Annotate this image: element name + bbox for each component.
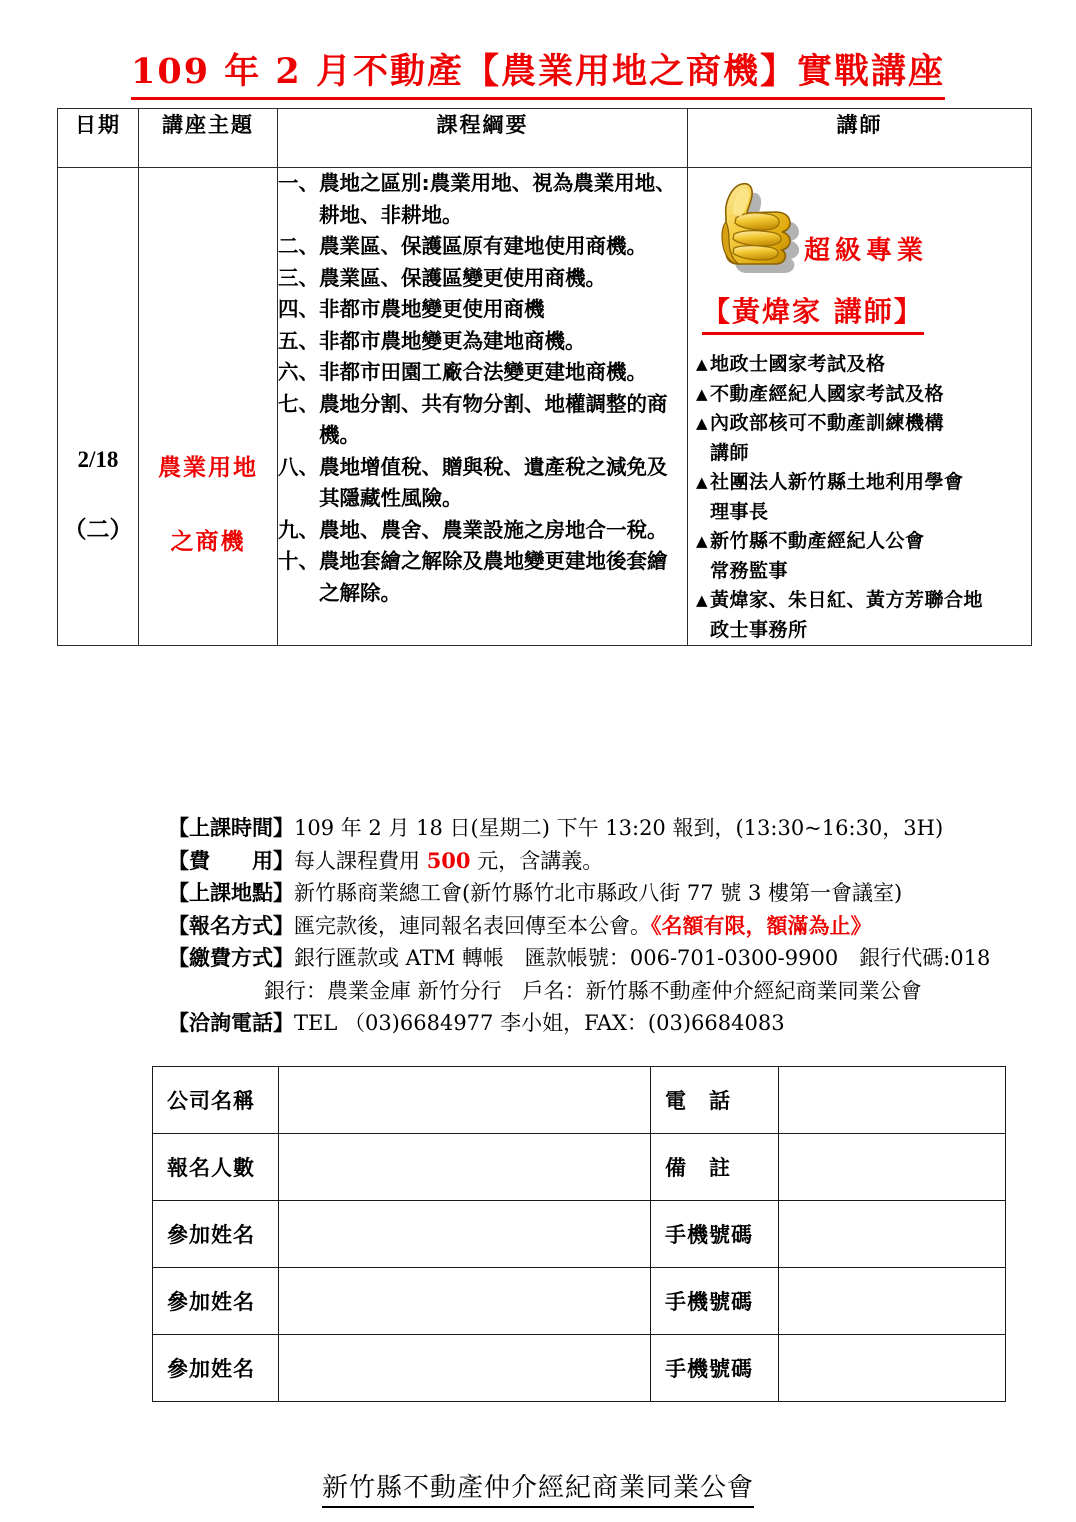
outline-item-number: 四、 [278,297,319,321]
cell-teacher [688,168,1032,646]
outline-list [278,168,687,609]
outline-item-text: 農業區、保護區變更使用商機。 [319,265,606,290]
cell-topic [139,168,278,646]
info-label-fee: 【費 用】 [168,847,294,873]
credential-text: 不動產經紀人國家考試及格 [710,382,945,405]
triangle-bullet-icon: ▲ [696,384,709,403]
info-label-signup: 【報名方式】 [168,912,294,938]
credential-item [696,527,1025,557]
credential-item [696,380,1025,410]
registration-row [153,1335,1006,1402]
registration-label-left: 參加姓名 [153,1201,279,1268]
footer-organization: 新竹縣不動產仲介經紀商業同業公會 [322,1467,754,1508]
registration-label-left: 報名人數 [153,1134,279,1201]
registration-label-right: 手機號碼 [651,1335,779,1402]
seminar-table [57,108,1032,646]
outline-item-number: 三、 [278,265,319,290]
outline-item [278,389,687,452]
registration-row [153,1067,1006,1134]
registration-field-left[interactable] [279,1134,651,1201]
info-block [168,812,1048,1040]
info-line-payment-2 [168,975,1048,1008]
triangle-bullet-icon: ▲ [696,414,709,432]
info-line-payment [168,942,1048,975]
credential-item [696,409,1025,439]
credential-text: 理事長 [710,500,769,523]
badge-super-professional: 超級專業 [804,236,929,266]
credential-item [696,468,1025,498]
topic-line-2: 之商機 [170,528,246,555]
info-line-signup [168,910,1048,943]
credential-text: 社團法人新竹縣土地利用學會 [710,471,964,493]
outline-item [278,546,687,609]
outline-item-number: 二、 [278,234,319,258]
outline-item [278,357,687,389]
outline-item [278,326,687,358]
header-teacher: 講師 [688,109,1032,168]
info-label-place: 【上課地點】 [168,880,294,905]
info-value-place: 新竹縣商業總工會(新竹縣竹北市縣政八街 77 號 3 樓第一會議室) [294,881,903,905]
registration-row [153,1134,1006,1201]
info-value-fee-pre: 每人課程費用 [294,848,427,873]
credential-item [696,498,1025,528]
credential-text: 政士事務所 [710,618,808,641]
cell-outline [278,168,688,646]
outline-item [278,263,687,295]
registration-field-right[interactable] [779,1268,1006,1335]
registration-field-left[interactable] [279,1268,651,1335]
registration-field-right[interactable] [779,1201,1006,1268]
header-topic: 講座主題 [139,109,278,168]
triangle-bullet-icon: ▲ [696,473,709,491]
outline-item-text: 非都市田園工廠合法變更建地商機。 [319,360,647,384]
header-date: 日期 [58,109,139,168]
registration-table [152,1066,1006,1402]
info-value-time: 109 年 2 月 18 日(星期二) 下午 13:20 報到，(13:30~16:30，3H) [294,816,944,840]
registration-field-left[interactable] [279,1335,651,1402]
registration-field-right[interactable] [779,1067,1006,1134]
outline-item-text: 農業區、保護區原有建地使用商機。 [319,234,647,258]
info-label-payment: 【繳費方式】 [168,945,294,970]
info-line-time [168,812,1048,845]
info-value-fee-post: 元，含講義。 [470,848,604,873]
registration-row [153,1268,1006,1335]
outline-item-number: 八、 [278,454,319,479]
outline-item-text: 農地分割、共有物分割、地權調整的商機。 [319,391,668,447]
footer [0,1467,1076,1508]
credential-text: 黃煒家、朱日紅、黃方芳聯合地 [710,589,984,611]
teacher-name: 【黃煒家 講師】 [702,290,924,335]
registration-label-left: 參加姓名 [153,1268,279,1335]
registration-label-right: 手機號碼 [651,1268,779,1335]
info-line-contact [168,1007,1048,1040]
credential-text: 常務監事 [710,559,789,582]
thumbs-up-icon [706,178,810,274]
outline-item-number: 六、 [278,360,319,384]
credential-item [696,616,1025,646]
outline-item [278,168,687,231]
header-outline: 課程綱要 [278,109,688,168]
info-value-signup: 匯完款後，連同報名表回傳至本公會。 [294,913,651,938]
outline-item-number: 九、 [278,517,319,542]
registration-label-right: 備 註 [651,1134,779,1201]
outline-item-number: 五、 [278,328,319,353]
outline-item-text: 農地、農舍、農業設施之房地合一稅。 [319,517,668,542]
info-value-payment-2: 銀行：農業金庫 新竹分行 戶名：新竹縣不動產仲介經紀商業同業公會 [264,978,922,1003]
outline-item [278,231,687,263]
registration-row [153,1201,1006,1268]
cell-date [58,168,139,646]
registration-label-right: 手機號碼 [651,1201,779,1268]
credential-text: 新竹縣不動產經紀人公會 [710,530,925,552]
triangle-bullet-icon: ▲ [696,532,709,550]
table-row [58,168,1032,646]
info-value-signup-note: 《名額有限，額滿為止》 [651,912,872,938]
credential-item [696,439,1025,469]
credential-item [696,586,1025,616]
table-header-row [58,109,1032,168]
triangle-bullet-icon: ▲ [696,591,709,609]
registration-body [153,1067,1006,1402]
triangle-bullet-icon: ▲ [696,355,709,373]
info-value-payment: 銀行匯款或 ATM 轉帳 匯款帳號：006-701-0300-9900 銀行代碼:018 [294,946,991,970]
info-value-fee-amount: 500 [426,847,471,873]
outline-item-text: 非都市農地變更為建地商機。 [319,328,586,353]
registration-field-left[interactable] [279,1067,651,1134]
outline-item [278,294,687,326]
info-line-fee [168,845,1048,878]
info-line-place [168,877,1048,910]
outline-item [278,515,687,547]
registration-field-left[interactable] [279,1201,651,1268]
outline-item-text: 農地增值稅、贈與稅、遺產稅之減免及其隱藏性風險。 [319,454,668,510]
registration-field-right[interactable] [779,1335,1006,1402]
outline-item-text: 農地套繪之解除及農地變更建地後套繪之解除。 [319,549,668,605]
outline-item-number: 七、 [278,391,319,416]
date-line-2: （二） [63,517,133,542]
registration-label-right: 電 話 [651,1067,779,1134]
outline-item [278,452,687,515]
credential-item [696,350,1025,380]
registration-field-right[interactable] [779,1134,1006,1201]
teacher-header [688,168,1031,346]
credential-text: 地政士國家考試及格 [710,353,886,375]
credential-text: 講師 [710,441,750,464]
page-title-text: 109 年 2 月不動產【農業用地之商機】實戰講座 [131,44,945,100]
info-label-contact: 【洽詢電話】 [168,1010,294,1035]
credentials-list [688,346,1031,645]
info-value-contact: TEL （03)6684977 李小姐，FAX：(03)6684083 [294,1011,785,1035]
topic-line-1: 農業用地 [158,454,258,481]
credential-text: 內政部核可不動產訓練機構 [710,412,945,434]
info-label-time: 【上課時間】 [168,815,294,840]
page-title [0,44,1076,100]
outline-item-number: 一、 [278,171,319,195]
credential-item [696,557,1025,587]
date-line-1: 2/18 [77,447,119,472]
outline-item-text: 非都市農地變更使用商機 [319,297,545,321]
outline-item-number: 十、 [278,549,319,573]
registration-label-left: 參加姓名 [153,1335,279,1402]
registration-label-left: 公司名稱 [153,1067,279,1134]
outline-item-text: 農地之區別:農業用地、視為農業用地、耕地、非耕地。 [319,171,676,227]
